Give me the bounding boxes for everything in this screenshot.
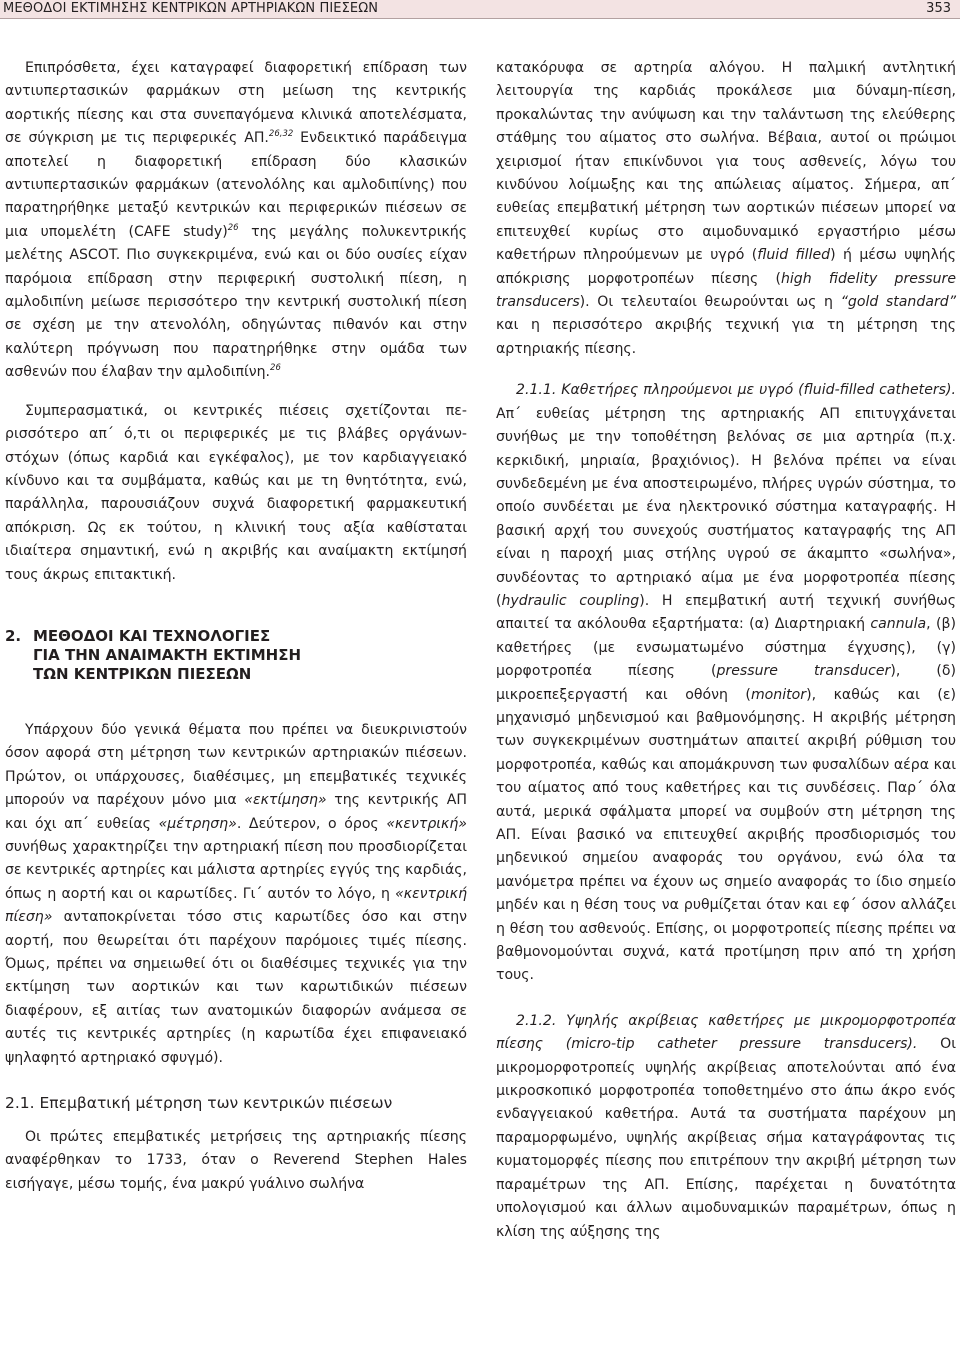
page-number: 353: [926, 1, 951, 16]
citation-ref: 26: [227, 222, 239, 233]
citation-ref: 26: [270, 363, 281, 374]
paragraph-invasive-continued: κατακόρυφα σε αρτηρία αλόγου. Η παλμική αντλητική λειτουργία της καρδιάς προκάλεσε μια δύναμη-πίεση, προκαλώντας την ανύψωση και την ταλάντωση της ελεύθερης στάθμης του αίματος στο σωλήνα. Βέβαια, αυτοί οι πρώιμοι χειρισμοί ήταν επικίνδυνοι για τους ασθενείς, λόγω του κινδύνου λοίμωξης και της απώλειας αίματος. Σήμερα, απ΄ ευθείας επεμβατική μέτρηση των αορτικών πιέσεων μπορεί να επιτευχθεί κυρίως στο αιμοδυναμικό εργαστήριο μέσω καθετήρων πληρούμενων με υγρό (fluid filled) ή μέσω υψηλής απόκρισης μορφοτροπέων πίεσης (high fidelity pressure transducers). Οι τελευταίοι θεωρούνται ως η “gold standard” και η περισσότερο ακριβής τεχνική για τη μέτρηση της αρτηριακής πίεσης.: [496, 60, 956, 357]
right-column: [496, 57, 956, 1244]
paragraph-invasive-history: Οι πρώτες επεμβατικές μετρήσεις της αρτηριακής πίεσης αναφέρθηκαν το 1733, όταν ο Reverend Stephen Hales εισήγαγε, μέσω τομής, ένα μακρύ γυάλινο σωλήνα: [5, 1129, 467, 1192]
section-title-line: ΓΙΑ ΤΗΝ ΑΝΑΙΜΑΚΤΗ ΕΚΤΙΜΗΣΗ: [33, 645, 302, 664]
section-title-line: ΤΩΝ ΚΕΝΤΡΙΚΩΝ ΠΙΕΣΕΩΝ: [33, 664, 252, 683]
subsection-heading-2-1: 2.1. Επεμβατική μέτρηση των κεντρικών πιέσεων: [5, 1094, 393, 1113]
subsubsection-heading-2-1-1: 2.1.1. Καθετήρες πληρούμενοι με υγρό (fluid-filled catheters).: [516, 382, 956, 399]
paragraph-central-pressure-intro: Υπάρχουν δύο γενικά θέματα που πρέπει να διευκρινιστούν όσον αφορά στη μέτρηση των κεντρικών αρτηριακών πιέσεων. Πρώτον, οι υπάρχουσες, διαθέσιμες, μη επεμβατικές τεχνικές μπορούν να παρέχουν μόνο μια «εκτίμηση» της κεντρικής ΑΠ και όχι απ΄ ευθείας «μέτρηση». Δεύτερον, ο όρος «κεντρική» συνήθως χαρακτηρίζει την αρτηριακή πίεση που προσδιορίζεται σε κεντρικές αρτηρίες και μάλιστα αρτηρίες εγγύς της καρδιάς, όπως η αορτή και οι καρωτίδες. Γι΄ αυτόν το λόγο, η «κεντρική πίεση» ανταποκρίνεται τόσο στις καρωτίδες όσο και στην αορτή, που θεωρείται ότι παρέχουν παρόμοιες τιμές πίεσης. Όμως, πρέπει να σημειωθεί ότι οι διαθέσιμες τεχνικές για την εκτίμηση των αορτικών και των καρωτιδικών πιέσεων διαφέρουν, εξ αιτίας των ανατομικών διαφορών ανάμεσα σε αυτές τις κεντρικές αρτηρίες (η καρωτίδα έχει επιφανειακό ψηλαφητό αρτηριακό σφυγμό).: [5, 721, 467, 1066]
running-header: [0, 0, 960, 19]
paragraph-conclusion: Συμπερασματικά, οι κεντρικές πιέσεις σχετίζονται περισσότερο απ΄ ό,τι οι περιφερικές με τις βλάβες οργάνωνστόχων (όπως καρδιά και εγκέφαλος), με τον καρδιαγγειακό κίνδυνο και τα συμβάματα, καθώς και με τη θνητότητα, ενώ, παράλληλα, παρουσιάζουν συχνά διαφορετική φαρμακευτική απόκριση. Ως εκ τούτου, η κλινική τους αξία καθίσταται ιδιαίτερα σημαντική, ενώ η ακριβής και αναίμακτη εκτίμησή τους άκρως επιτακτική.: [5, 402, 467, 583]
citation-ref: 26,32: [268, 129, 294, 140]
paragraph-drug-effects: Επιπρόσθετα, έχει καταγραφεί διαφορετική επίδραση των αντιυπερτασικών φαρμάκων στη μείωση της κεντρικής αορτικής πίεσης και στα συνεπαγόμενα κλινικά αποτελέσματα, σε σύγκριση με τις περιφερικές ΑΠ.$^{26,32}$ Ενδεικτικό παράδειγμα αποτελεί η διαφορετική επίδραση δύο κλασικών αντιυπερτασικών φαρμάκων (ατενολόλης και αμλοδιπίνης) που παρατηρήθηκε μεταξύ κεντρικών και περιφερικών πιέσεων σε μια υπομελέτη (CAFE study)$^{26}$ της μεγάλης πολυκεντρικής μελέτης ASCOT. Πιο συγκεκριμένα, ενώ και οι δύο ουσίες είχαν παρόμοια επίδραση στην περιφερική συστολική πίεση, η αμλοδιπίνη μείωσε περισσότερο την κεντρική συστολική πίεση σε σχέση με την ατενολόλη, οδηγώντας πιθανόν και στην καλύτερη πρόγνωση που παρατηρήθηκε στην ομάδα των ασθενών που έλαβαν την αμλοδιπίνη.$^{26}$: [5, 60, 467, 381]
subsubsection-heading-2-1-2: 2.1.2. Υψηλής ακρίβειας καθετήρες με μικρομορφοτροπέα πίεσης (micro-tip catheter pressure transducers).: [496, 1012, 956, 1053]
section-title-line: ΜΕΘΟΔΟΙ ΚΑΙ ΤΕΧΝΟΛΟΓΙΕΣ: [33, 626, 271, 645]
paragraph-fluid-filled-catheters: 2.1.1. Καθετήρες πληρούμενοι με υγρό (fluid-filled catheters). Απ΄ ευθείας μέτρηση της αρτηριακής ΑΠ επιτυγχάνεται συνήθως με την τοποθέτηση βελόνας σε μια αρτηρία (π.χ. κερκιδική, μηριαία, βραχιόνιος). Η βελόνα πρέπει να είναι συνδεδεμένη με ένα αποστειρωμένο, πλήρες υγρών σύστημα, το οποίο συνδέεται με ένα ηλεκτρονικό σύστημα καταγραφής. Η βασική αρχή του συνεχούς συστήματος καταγραφής της ΑΠ είναι η παροχή μιας στήλης υγρού σε άκαμπτο «σωλήνα», συνδέοντας το αρτηριακό αίμα με ένα μορφοτροπέα πίεσης (hydraulic coupling). Η επεμβατική αυτή τεχνική συνήθως απαιτεί τα ακόλουθα εξαρτήματα: (α) Διαρτηριακή cannula, (β) καθετήρες (με ενσωματωμένο σύστημα έγχυσης), (γ) μορφοτροπέα πίεσης (pressure transducer), (δ) μικροεπεξεργαστή και οθόνη (monitor), καθώς και (ε) μηχανισμό μηδενισμού και βαθμονόμησης. Η ακριβής μέτρηση των συγκεκριμένων συστημάτων απαιτεί ακριβή ρύθμιση του μορφοτροπέα, καθώς και απομάκρυνση των φυσαλίδων αέρα και του αίματος από τους καθετήρες και τις συνδέσεις. Παρ΄ όλα αυτά, μερικά σφάλματα μπορεί να συμβούν στη μέτρηση της ΑΠ. Είναι βασικό να επιτευχθεί ακριβής προσδιορισμός του μηδενικού σημείου αναφοράς του οργάνου, ενώ όλα τα μανόμετρα πρέπει να έχουν ως σημείο αναφοράς το ίδιο σημείο μηδέν και η θέση τους να ρυθμίζεται όταν και εφ΄ όσον αλλάζει η θέση του ασθενούς. Επίσης, οι μορφοτροπείς πίεσης πρέπει να βαθμονομούνται συχνά, κατά προτίμηση πριν από τη χρήση τους.: [496, 382, 957, 984]
left-column: [5, 57, 467, 1196]
paragraph-micro-tip-catheters: 2.1.2. Υψηλής ακρίβειας καθετήρες με μικρομορφοτροπέα πίεσης (micro-tip catheter pressure transducers). Οι μικρομορφοτροπείς υψηλής ακρίβειας αποτελούνται από ένα μικροσκοπικό μορφοτροπέα τοποθετημένο στο άπω άκρο ενός ενδαγγειακού καθετήρα. Αυτά τα συστήματα παρέχουν μη παραμορφωμένο, υψηλής ακρίβειας σήμα καταγράφοντας τις κυματομορφές πίεσης που επιτρέπουν την ακριβή μέτρηση των παραμέτρων της ΑΠ. Επίσης, παρέχεται η δυνατότητα υπολογισμού και άλλων αιμοδυναμικών παραμέτρων, όπως η κλίση της αύξησης της: [496, 1012, 957, 1240]
section-number: 2.: [5, 626, 22, 645]
running-title: ΜΕΘΟΔΟΙ ΕΚΤΙΜΗΣΗΣ ΚΕΝΤΡΙΚΩΝ ΑΡΤΗΡΙΑΚΩΝ ΠΙΕΣΕΩΝ: [3, 1, 379, 16]
section-heading-2: [5, 627, 467, 684]
